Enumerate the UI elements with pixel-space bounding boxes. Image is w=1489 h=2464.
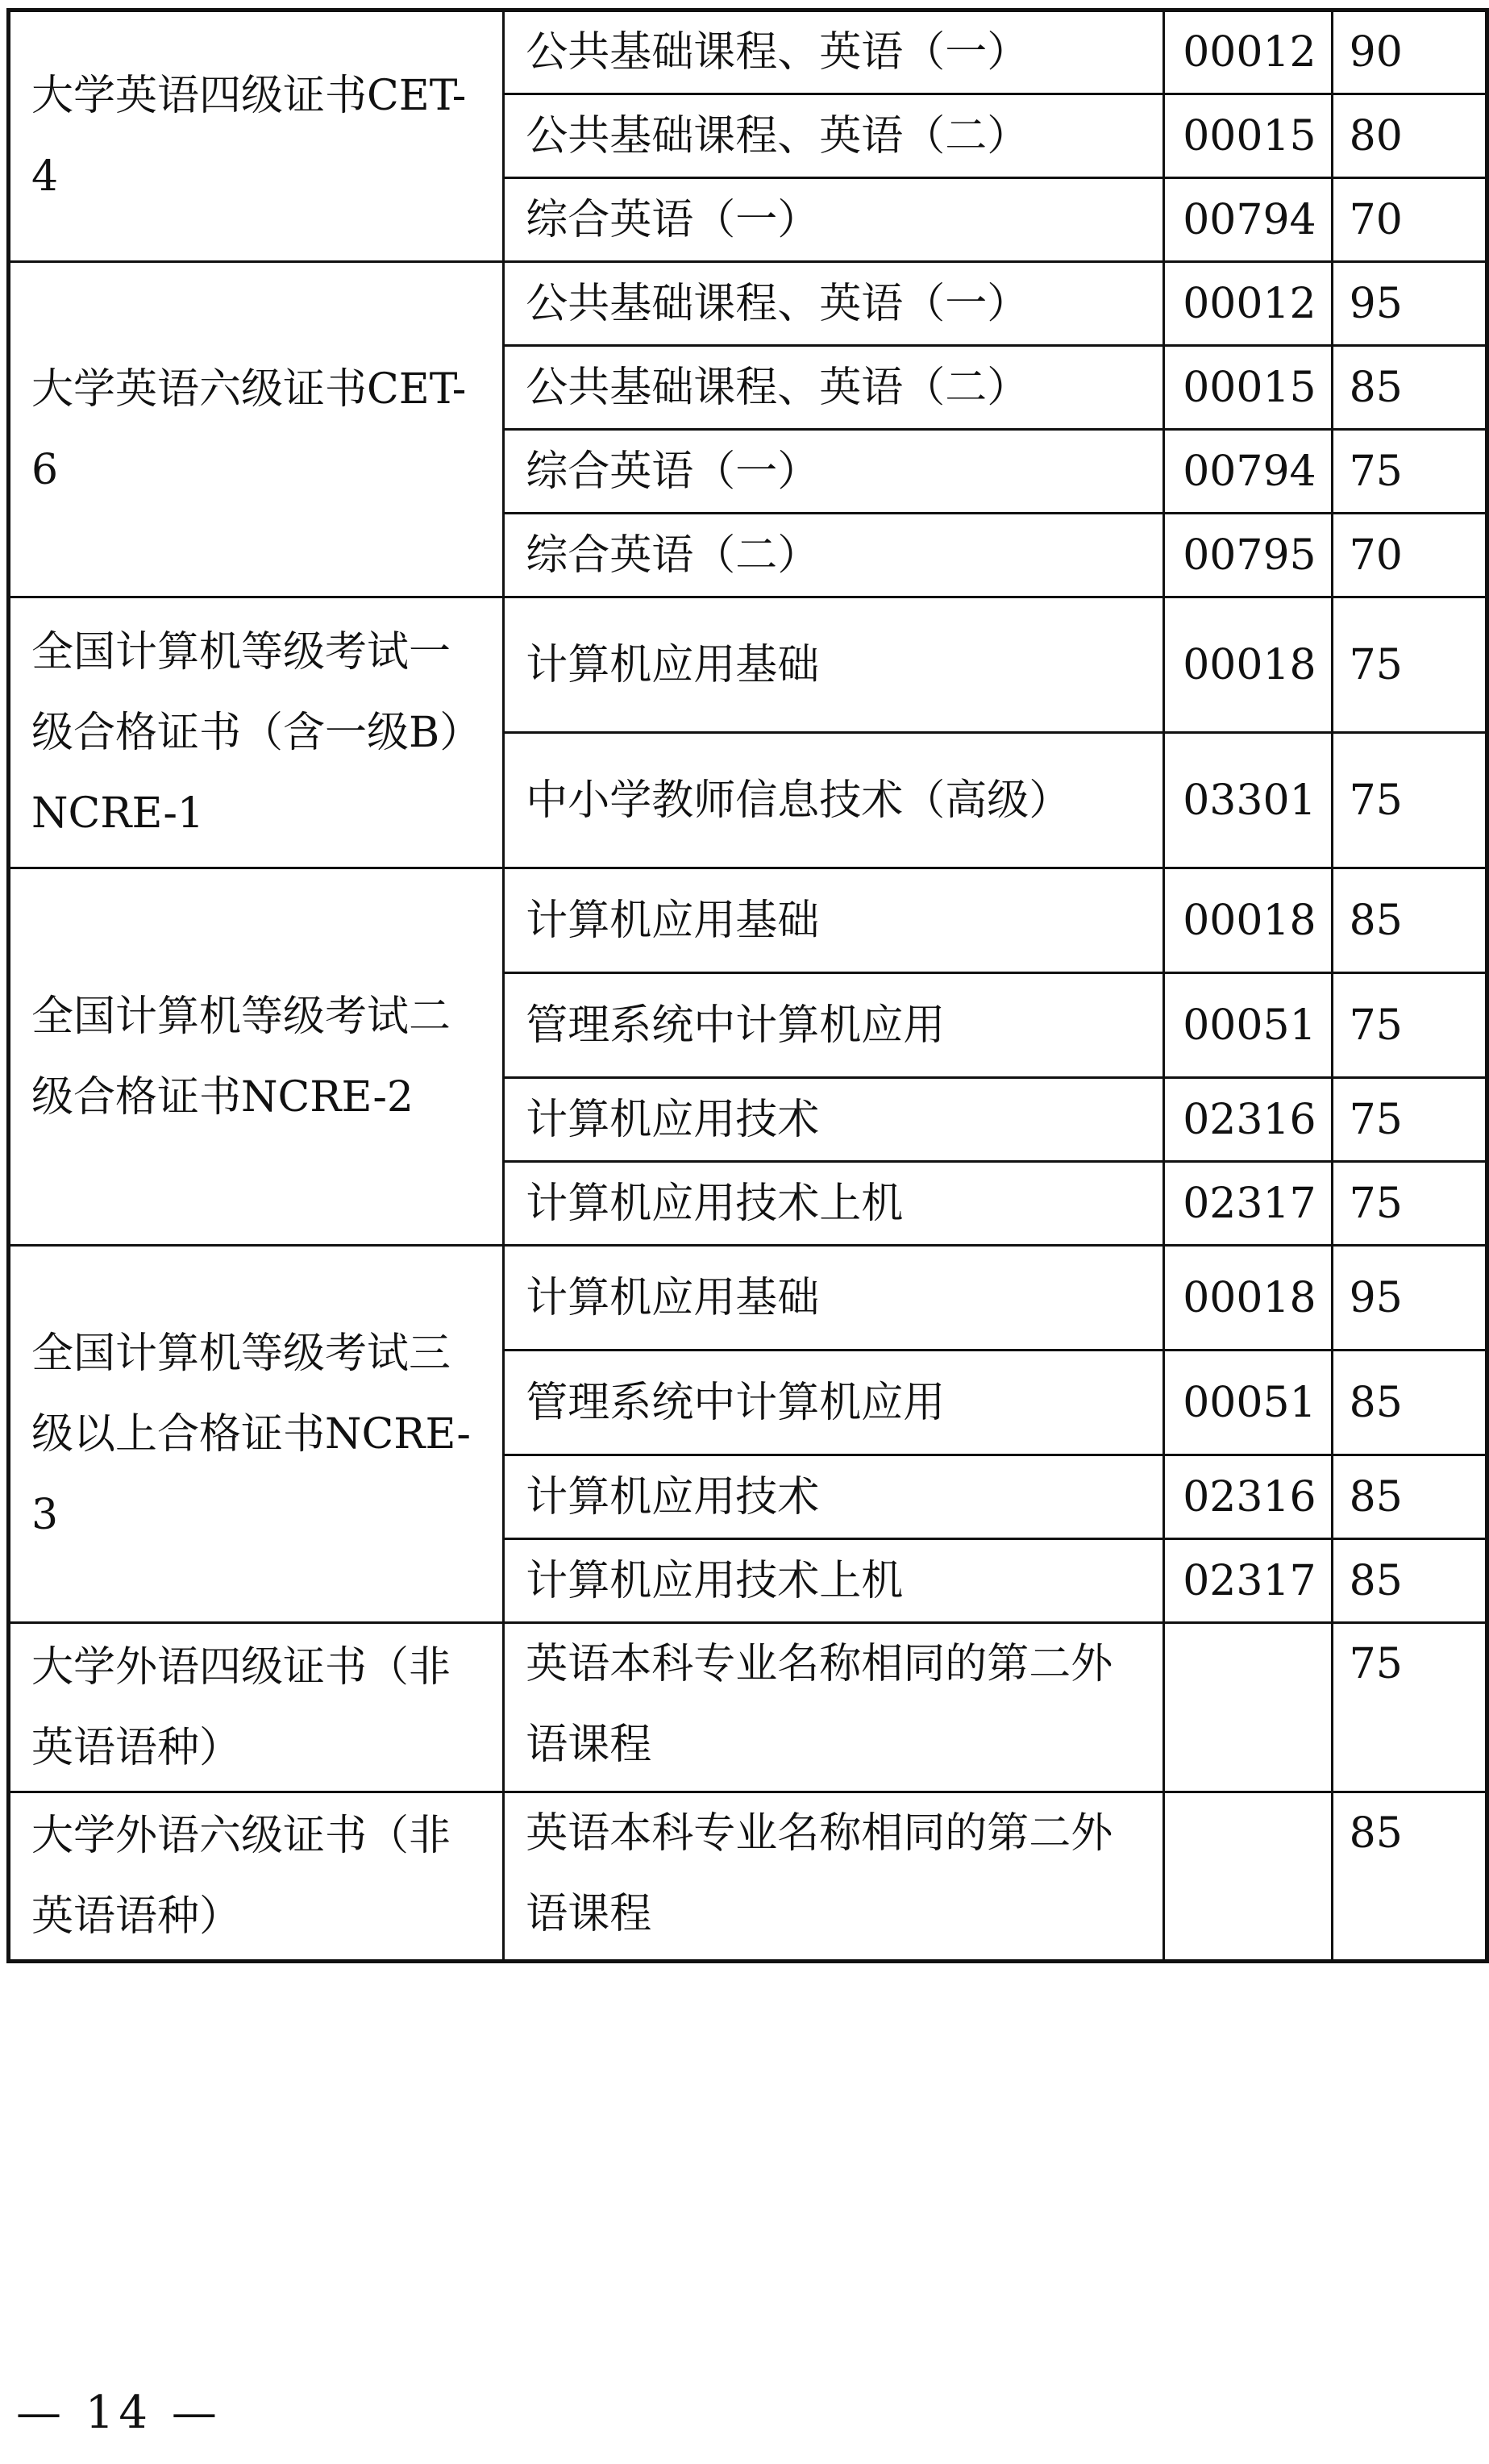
- course-code-cell: 00012: [1164, 262, 1332, 346]
- course-code-cell: 00018: [1164, 868, 1332, 973]
- course-code-cell: 00015: [1164, 346, 1332, 430]
- score-cell: 85: [1332, 346, 1487, 430]
- course-name-cell: 计算机应用技术上机: [504, 1539, 1164, 1623]
- score-cell: 85: [1332, 868, 1487, 973]
- certificate-cell: 全国计算机等级考试二级合格证书NCRE-2: [9, 868, 504, 1246]
- certificate-cell: 大学外语六级证书（非英语语种）: [9, 1792, 504, 1962]
- score-cell: 75: [1332, 1623, 1487, 1792]
- course-name-cell: 计算机应用技术: [504, 1455, 1164, 1539]
- course-name-cell: 计算机应用基础: [504, 1246, 1164, 1351]
- table-row: [9, 597, 1487, 733]
- score-cell: 70: [1332, 178, 1487, 262]
- table-row: [9, 868, 1487, 973]
- certificate-cell: 大学外语四级证书（非英语语种）: [9, 1623, 504, 1792]
- course-name-cell: 综合英语（一）: [504, 178, 1164, 262]
- table-row: [9, 1792, 1487, 1962]
- table-row: [9, 1246, 1487, 1351]
- course-code-cell: 00794: [1164, 178, 1332, 262]
- course-code-cell: 02316: [1164, 1455, 1332, 1539]
- course-name-cell: 公共基础课程、英语（一）: [504, 10, 1164, 94]
- course-name-cell: 综合英语（一）: [504, 430, 1164, 514]
- table-body: [9, 10, 1487, 1962]
- course-name-cell: 综合英语（二）: [504, 514, 1164, 597]
- course-code-cell: 02317: [1164, 1539, 1332, 1623]
- score-cell: 75: [1332, 430, 1487, 514]
- course-name-cell: 计算机应用技术: [504, 1078, 1164, 1162]
- score-cell: 85: [1332, 1455, 1487, 1539]
- equivalence-table: [6, 8, 1489, 1963]
- course-code-cell: 00051: [1164, 973, 1332, 1078]
- course-name-cell: 计算机应用技术上机: [504, 1162, 1164, 1246]
- course-name-cell: 英语本科专业名称相同的第二外语课程: [504, 1792, 1164, 1962]
- course-name-cell: 计算机应用基础: [504, 868, 1164, 973]
- course-code-cell: [1164, 1623, 1332, 1792]
- course-code-cell: 02316: [1164, 1078, 1332, 1162]
- course-code-cell: 00051: [1164, 1351, 1332, 1455]
- certificate-cell: 全国计算机等级考试一级合格证书（含一级B）NCRE-1: [9, 597, 504, 868]
- score-cell: 85: [1332, 1539, 1487, 1623]
- score-cell: 90: [1332, 10, 1487, 94]
- score-cell: 75: [1332, 1078, 1487, 1162]
- course-code-cell: 00015: [1164, 94, 1332, 178]
- course-name-cell: 公共基础课程、英语（一）: [504, 262, 1164, 346]
- score-cell: 75: [1332, 1162, 1487, 1246]
- score-cell: 85: [1332, 1792, 1487, 1962]
- table-row: [9, 10, 1487, 94]
- course-name-cell: 中小学教师信息技术（高级）: [504, 733, 1164, 868]
- course-name-cell: 计算机应用基础: [504, 597, 1164, 733]
- certificate-cell: 大学英语四级证书CET-4: [9, 10, 504, 262]
- course-code-cell: 00018: [1164, 597, 1332, 733]
- course-code-cell: [1164, 1792, 1332, 1962]
- course-code-cell: 03301: [1164, 733, 1332, 868]
- score-cell: 80: [1332, 94, 1487, 178]
- score-cell: 70: [1332, 514, 1487, 597]
- table-row: [9, 1623, 1487, 1792]
- page-number: — 14 —: [16, 2387, 222, 2439]
- score-cell: 75: [1332, 597, 1487, 733]
- score-cell: 75: [1332, 733, 1487, 868]
- score-cell: 85: [1332, 1351, 1487, 1455]
- score-cell: 95: [1332, 1246, 1487, 1351]
- course-name-cell: 英语本科专业名称相同的第二外语课程: [504, 1623, 1164, 1792]
- course-code-cell: 00795: [1164, 514, 1332, 597]
- course-name-cell: 管理系统中计算机应用: [504, 973, 1164, 1078]
- course-code-cell: 00018: [1164, 1246, 1332, 1351]
- certificate-cell: 全国计算机等级考试三级以上合格证书NCRE-3: [9, 1246, 504, 1623]
- certificate-cell: 大学英语六级证书CET-6: [9, 262, 504, 597]
- course-name-cell: 管理系统中计算机应用: [504, 1351, 1164, 1455]
- course-code-cell: 00012: [1164, 10, 1332, 94]
- course-name-cell: 公共基础课程、英语（二）: [504, 94, 1164, 178]
- course-code-cell: 02317: [1164, 1162, 1332, 1246]
- score-cell: 75: [1332, 973, 1487, 1078]
- course-code-cell: 00794: [1164, 430, 1332, 514]
- score-cell: 95: [1332, 262, 1487, 346]
- table-row: [9, 262, 1487, 346]
- course-name-cell: 公共基础课程、英语（二）: [504, 346, 1164, 430]
